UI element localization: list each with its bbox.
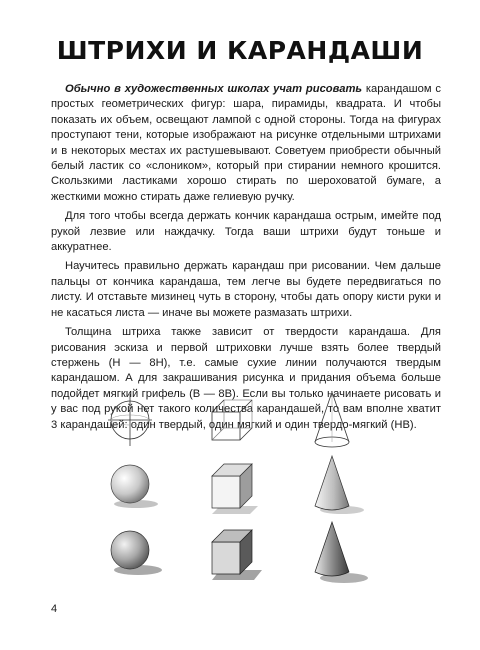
paragraph-text: Научитесь правильно держать карандаш при рисовании. Чем дальше пальцы от кончика карандаша, тем легче вы будете передвигаться по листу. И отставьте мизинец чуть в сторону, чтобы дать опору кисти руки и не касаться листа — иначе вы можете размазать штрихи. (51, 260, 441, 319)
sphere-construction (108, 394, 152, 446)
paragraph-text: карандашом с простых геометрических фигур: шара, пирамиды, квадрата. И чтобы показать их объем, освещают лампой с одной стороны. Тогда на фигурах проступают тени, которые изображают на рисунке отдельными штрихами и в некоторых местах их растушевывают. Советуем приобрести обычный белый ластик со «слоником», который при стирании немного крошится. Скользкими ластиками хорошо стирать по шероховатой бумаге, а жесткими можно стирать даже гелиевую ручку. (51, 83, 441, 203)
paragraph-text: Для того чтобы всегда держать кончик карандаша острым, имейте под рукой лезвие или наждачку. Тогда ваши штрихи будут тоньше и аккуратнее. (51, 210, 441, 254)
paragraph (51, 259, 441, 321)
cube-construction (212, 400, 252, 440)
sphere-shaded-light (111, 465, 158, 508)
page-number: 4 (51, 603, 58, 615)
paragraph-lead: Обычно в художественных школах учат рисовать (65, 83, 363, 95)
cone-shaded-full (315, 522, 368, 583)
row-construction (108, 392, 349, 447)
sphere-shaded-full (111, 531, 162, 575)
cube-shaded-full (212, 530, 262, 580)
paragraph (51, 209, 441, 255)
row-shaded-light (111, 456, 364, 514)
row-shaded-full (111, 522, 368, 583)
cone-construction (315, 392, 349, 447)
cube-shaded-light (212, 464, 258, 514)
body-text (51, 82, 441, 437)
paragraph-text: Толщина штриха также зависит от твердости карандаша. Для рисования эскиза и первой штриховки лучше взять более твердый стержень (Н — 8Н), т.е. самые сухие линии получаются твердым карандашом. А для закрашивания рисунка и придания объема больше подойдет мягкий грифель (В — 8В). Если вы только начинаете рисовать и у вас под рукой нет такого количества карандашей, то вам вполне хватит 3 карандашей: один твердый, один мягкий и один твердо-мягкий (НВ). (51, 326, 441, 431)
figures-svg (108, 390, 388, 590)
paragraph (51, 82, 441, 205)
page-title: ШТРИХИ И КАРАНДАШИ (56, 36, 424, 65)
cone-shaded-light (315, 456, 364, 514)
geometric-figures-illustration (108, 390, 388, 590)
